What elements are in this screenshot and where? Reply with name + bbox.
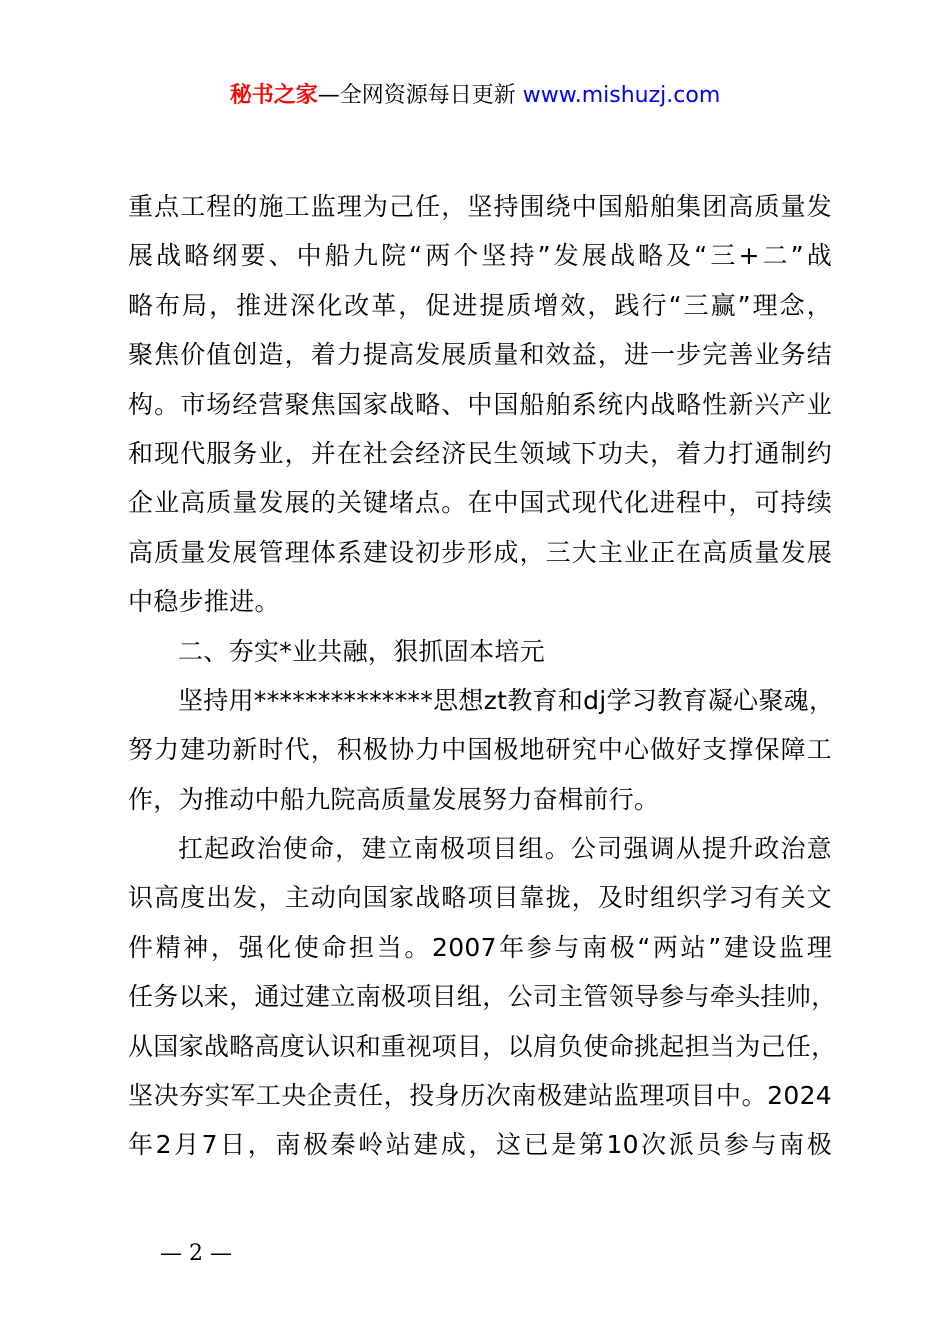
document-body bbox=[128, 182, 848, 1170]
text-line: 任务以来，通过建立南极项目组，公司主管领导参与牵头挂帅， bbox=[128, 982, 837, 1012]
text-line: 重点工程的施工监理为己任，坚持围绕中国船舶集团高质量发 bbox=[128, 192, 832, 221]
text-line: 扛起政治使命，建立南极项目组。公司强调从提升政治意 bbox=[178, 834, 832, 864]
site-header bbox=[0, 80, 950, 112]
text-line: 高质量发展管理体系建设初步形成，三大主业正在高质量发展 bbox=[128, 537, 832, 567]
section-heading: 二、夯实*业共融，狠抓固本培元 bbox=[178, 636, 546, 666]
text-line: 中稳步推进。 bbox=[128, 587, 280, 617]
text-line: 坚持用**************思想zt教育和dj学习教育凝心聚魂， bbox=[178, 685, 835, 715]
brand-name: 秘书之家 bbox=[229, 83, 318, 108]
text-line: 坚决夯实军工央企责任，投身历次南极建站监理项目中。2024 bbox=[128, 1081, 832, 1111]
text-line: 和现代服务业，并在社会经济民生领域下功夫，着力打通制约 bbox=[128, 438, 832, 468]
text-line: 略布局，推进深化改革，促进提质增效，践行“三赢”理念， bbox=[128, 290, 832, 320]
text-line: 聚焦价值创造，着力提高发展质量和效益，进一步完善业务结 bbox=[128, 340, 832, 370]
site-url-link[interactable]: www.mishuzj.com bbox=[522, 83, 721, 108]
text-line: 构。市场经营聚焦国家战略、中国船舶系统内战略性新兴产业 bbox=[128, 389, 832, 419]
page-number: — 2 — bbox=[160, 1241, 232, 1266]
header-tagline: —全网资源每日更新 bbox=[317, 83, 523, 108]
text-line: 企业高质量发展的关键堵点。在中国式现代化进程中，可持续 bbox=[128, 488, 832, 518]
text-line: 努力建功新时代，积极协力中国极地研究中心做好支撑保障工 bbox=[128, 735, 832, 765]
text-line: 作，为推动中船九院高质量发展努力奋楫前行。 bbox=[128, 784, 660, 814]
text-line: 展战略纲要、中船九院“两个坚持”发展战略及“三+二”战 bbox=[128, 241, 832, 271]
text-line: 件精神，强化使命担当。2007年参与南极“两站”建设监理 bbox=[128, 932, 832, 962]
text-line: 识高度出发，主动向国家战略项目靠拢，及时组织学习有关文 bbox=[128, 883, 832, 913]
text-line: 年2月7日，南极秦岭站建成，这已是第10次派员参与南极 bbox=[128, 1130, 832, 1160]
text-line: 从国家战略高度认识和重视项目，以肩负使命挑起担当为己任， bbox=[128, 1031, 837, 1061]
